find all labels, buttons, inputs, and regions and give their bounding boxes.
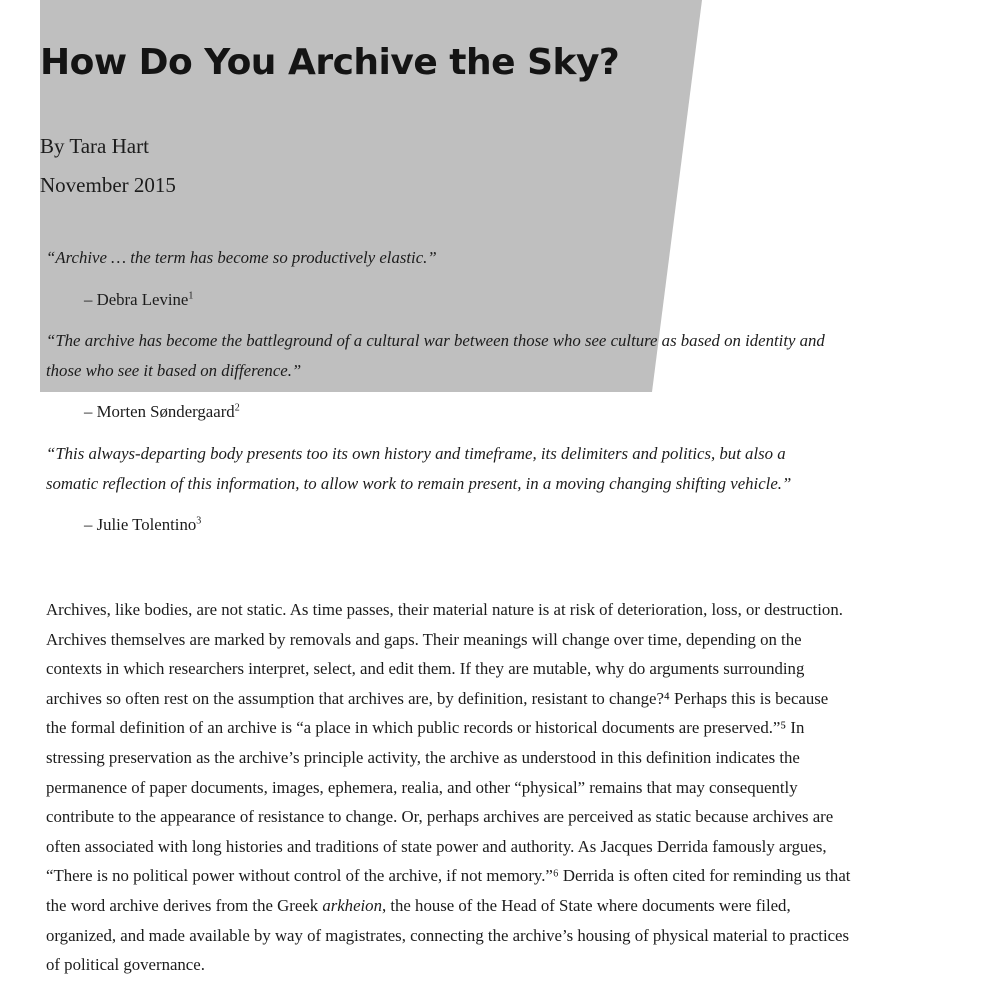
epigraph-attribution	[84, 402, 240, 422]
body-line: stressing preservation as the archive’s principle activity, the archive as understood in this definition indicates the	[46, 747, 800, 767]
footnote-marker: 3	[196, 515, 202, 527]
epigraph-attribution	[84, 290, 193, 310]
italic-term: arkheion	[322, 895, 382, 915]
attribution-name: – Morten Søndergaard	[84, 402, 235, 421]
body-line: the word archive derives from the Greek arkheion, the house of the Head of State where documents were filed,	[46, 895, 791, 915]
attribution-name: – Debra Levine	[84, 290, 189, 309]
body-line: Archives themselves are marked by removals and gaps. Their meanings will change over time, depending on the	[46, 629, 802, 649]
article-title: How Do You Archive the Sky?	[40, 42, 620, 83]
body-line: Archives, like bodies, are not static. As time passes, their material nature is at risk of deterioration, loss, or destruction.	[46, 600, 843, 619]
epigraph-quote-line: “The archive has become the battleground of a cultural war between those who see culture as based on identity and	[46, 331, 825, 350]
attribution-name: – Julie Tolentino	[84, 515, 197, 534]
author-byline: By Tara Hart	[40, 134, 149, 158]
body-line: permanence of paper documents, images, ephemera, realia, and other “physical” remains that may consequently	[46, 777, 798, 797]
body-line: “There is no political power without control of the archive, if not memory.”⁶ Derrida is often cited for reminding us that	[46, 866, 851, 886]
footnote-marker: 1	[188, 290, 194, 302]
body-line: the formal definition of an archive is “a place in which public records or historical documents are preserved.”⁵ In	[46, 718, 805, 738]
body-line: organized, and made available by way of magistrates, connecting the archive’s housing of physical material to practices	[46, 925, 850, 945]
epigraph-quote	[46, 243, 946, 273]
epigraph-quote-line: “Archive … the term has become so productively elastic.”	[46, 248, 437, 267]
publication-date: November 2015	[40, 173, 176, 197]
epigraph-quote-line: those who see it based on difference.”	[46, 361, 302, 380]
body-line: often associated with long histories and traditions of state power and authority. As Jacques Derrida famously argues,	[46, 836, 827, 856]
body-paragraph	[46, 595, 956, 980]
epigraph-quote-line: somatic reflection of this information, to allow work to remain present, in a moving changing shifting vehicle.”	[46, 474, 792, 493]
epigraph-attribution	[84, 515, 201, 535]
body-line: archives so often rest on the assumption that archives are, by definition, resistant to change?⁴ Perhaps this is because	[46, 688, 829, 708]
body-line: contribute to the appearance of resistance to change. Or, perhaps archives are perceived as static because archives are	[46, 807, 834, 827]
epigraph-quote	[46, 439, 946, 499]
epigraph-quote-line: “This always-departing body presents too its own history and timeframe, its delimiters and politics, but also a	[46, 444, 786, 463]
epigraph-quote	[46, 326, 946, 386]
body-line: contexts in which researchers interpret, select, and edit them. If they are mutable, why do arguments surrounding	[46, 659, 805, 679]
body-line: of political governance.	[46, 955, 205, 975]
footnote-marker: 2	[234, 402, 240, 414]
